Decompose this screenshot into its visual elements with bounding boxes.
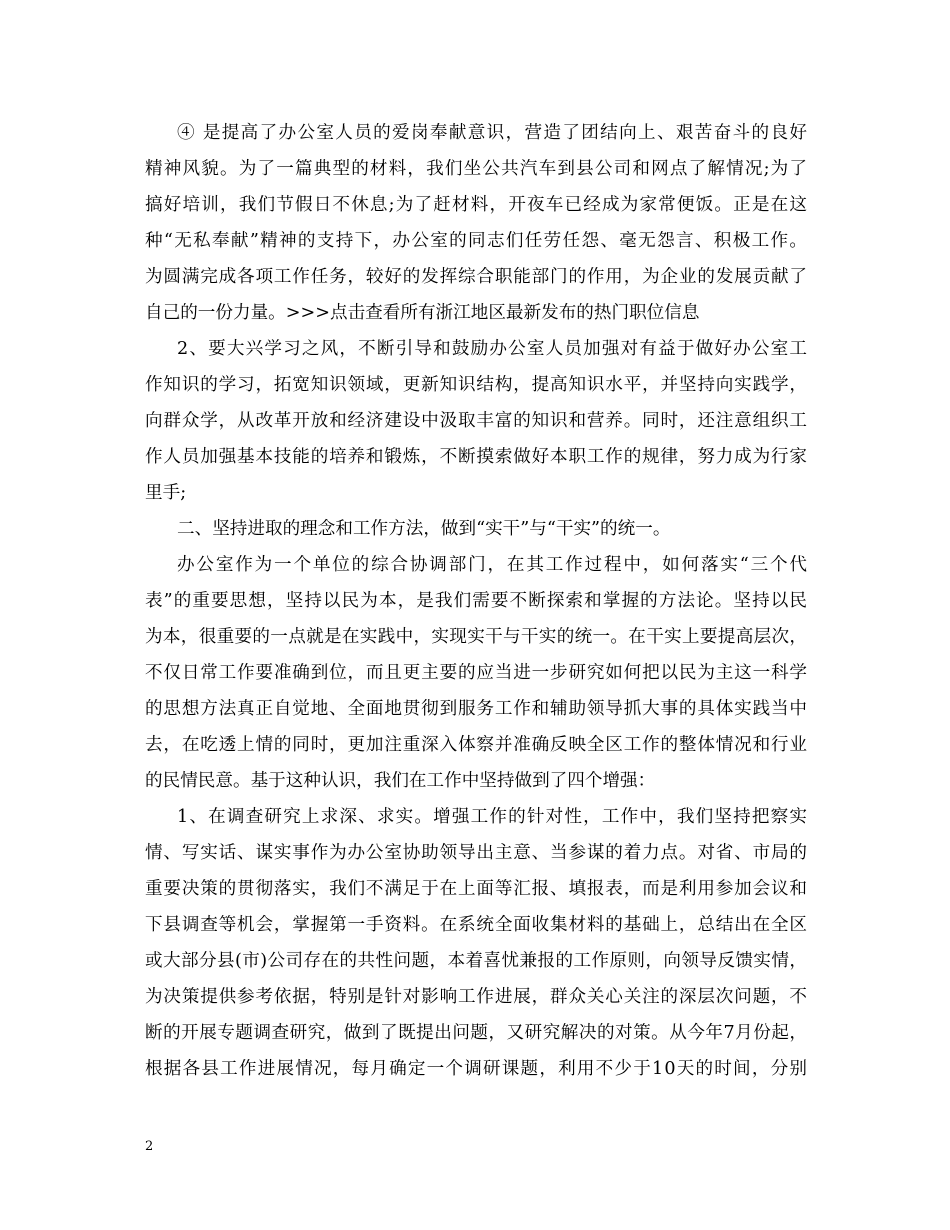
- paragraph-line: [145, 547, 807, 583]
- paragraph-line: [145, 655, 807, 691]
- paragraph-line: [145, 763, 807, 799]
- paragraph-3: [145, 547, 807, 799]
- line-text: 下县调查等机会，掌握第一手资料。在系统全面收集材料的基础上，总结出在全区: [145, 915, 808, 935]
- line-text: 2、要大兴学习之风，不断引导和鼓励办公室人员加强对有益于做好办公室工: [177, 339, 809, 359]
- paragraph-line: [145, 799, 807, 835]
- paragraph-4: [145, 799, 807, 1087]
- paragraph-line: [145, 439, 807, 475]
- line-text: 或大部分县(市)公司存在的共性问题，本着喜忧兼报的工作原则，向领导反馈实情，: [145, 951, 808, 971]
- paragraph-line: [145, 1051, 807, 1087]
- line-text: ④ 是提高了办公室人员的爱岗奉献意识，营造了团结向上、艰苦奋斗的良好: [177, 123, 809, 143]
- line-text: 为本，很重要的一点就是在实践中，实现实干与干实的统一。在干实上要提高层次，: [145, 627, 808, 647]
- heading-text: 二、坚持进取的理念和工作方法，做到“实干”与“干实”的统一。: [177, 519, 671, 539]
- paragraph-line: [145, 403, 807, 439]
- paragraph-line: [145, 727, 807, 763]
- line-text: 去，在吃透上情的同时，更加注重深入体察并准确反映全区工作的整体情况和行业: [145, 735, 808, 755]
- paragraph-line: [145, 691, 807, 727]
- paragraph-line: [145, 619, 807, 655]
- section-heading: [145, 511, 807, 547]
- line-text: 办公室作为一个单位的综合协调部门，在其工作过程中，如何落实“三个代: [177, 555, 809, 575]
- body-text: [145, 115, 807, 1087]
- paragraph-line: [145, 583, 807, 619]
- line-text: 里手;: [145, 483, 187, 503]
- paragraph-line: [145, 295, 807, 331]
- line-text: 重要决策的贯彻落实，我们不满足于在上面等汇报、填报表，而是利用参加会议和: [145, 879, 808, 899]
- line-text: 表”的重要思想，坚持以民为本，是我们需要不断探索和掌握的方法论。坚持以民: [145, 591, 809, 611]
- paragraph-line: [145, 907, 807, 943]
- paragraph-line: [145, 1015, 807, 1051]
- paragraph-line: [145, 835, 807, 871]
- paragraph-1: [145, 115, 807, 331]
- line-text: 作知识的学习，拓宽知识领域，更新知识结构，提高知识水平，并坚持向实践学，: [145, 375, 808, 395]
- paragraph-2: [145, 331, 807, 511]
- line-text: 不仅日常工作要准确到位，而且更主要的应当进一步研究如何把以民为主这一科学: [145, 663, 808, 683]
- paragraph-line: [145, 475, 807, 511]
- paragraph-line: [145, 115, 807, 151]
- paragraph-line: [145, 511, 807, 547]
- paragraph-line: [145, 943, 807, 979]
- line-text: 作人员加强基本技能的培养和锻炼，不断摸索做好本职工作的规律，努力成为行家: [145, 447, 808, 467]
- paragraph-line: [145, 187, 807, 223]
- paragraph-line: [145, 979, 807, 1015]
- paragraph-line: [145, 259, 807, 295]
- line-text: 根据各县工作进展情况，每月确定一个调研课题，利用不少于10天的时间，分别: [145, 1059, 809, 1079]
- line-text: 的民情民意。基于这种认识，我们在工作中坚持做到了四个增强：: [145, 771, 656, 791]
- paragraph-line: [145, 871, 807, 907]
- line-text: 自己的一份力量。>>>点击查看所有浙江地区最新发布的热门职位信息: [145, 303, 700, 323]
- line-text: 1、在调查研究上求深、求实。增强工作的针对性，工作中，我们坚持把察实: [177, 807, 809, 827]
- line-text: 情、写实话、谋实事作为办公室协助领导出主意、当参谋的着力点。对省、市局的: [145, 843, 808, 863]
- line-text: 为决策提供参考依据，特别是针对影响工作进展，群众关心关注的深层次问题，不: [145, 987, 808, 1007]
- line-text: 精神风貌。为了一篇典型的材料，我们坐公共汽车到县公司和网点了解情况;为了: [145, 159, 809, 179]
- paragraph-line: [145, 151, 807, 187]
- line-text: 为圆满完成各项工作任务，较好的发挥综合职能部门的作用，为企业的发展贡献了: [145, 267, 808, 287]
- line-text: 种“无私奉献”精神的支持下，办公室的同志们任劳任怨、毫无怨言、积极工作。: [145, 231, 809, 251]
- paragraph-line: [145, 223, 807, 259]
- line-text: 的思想方法真正自觉地、全面地贯彻到服务工作和辅助领导抓大事的具体实践当中: [145, 699, 808, 719]
- line-text: 向群众学，从改革开放和经济建设中汲取丰富的知识和营养。同时，还注意组织工: [145, 411, 808, 431]
- paragraph-line: [145, 367, 807, 403]
- paragraph-line: [145, 331, 807, 367]
- line-text: 搞好培训，我们节假日不休息;为了赶材料，开夜车已经成为家常便饭。正是在这: [145, 195, 809, 215]
- page-number: 2: [145, 1139, 154, 1154]
- line-text: 断的开展专题调查研究，做到了既提出问题，又研究解决的对策。从今年7月份起，: [145, 1023, 808, 1043]
